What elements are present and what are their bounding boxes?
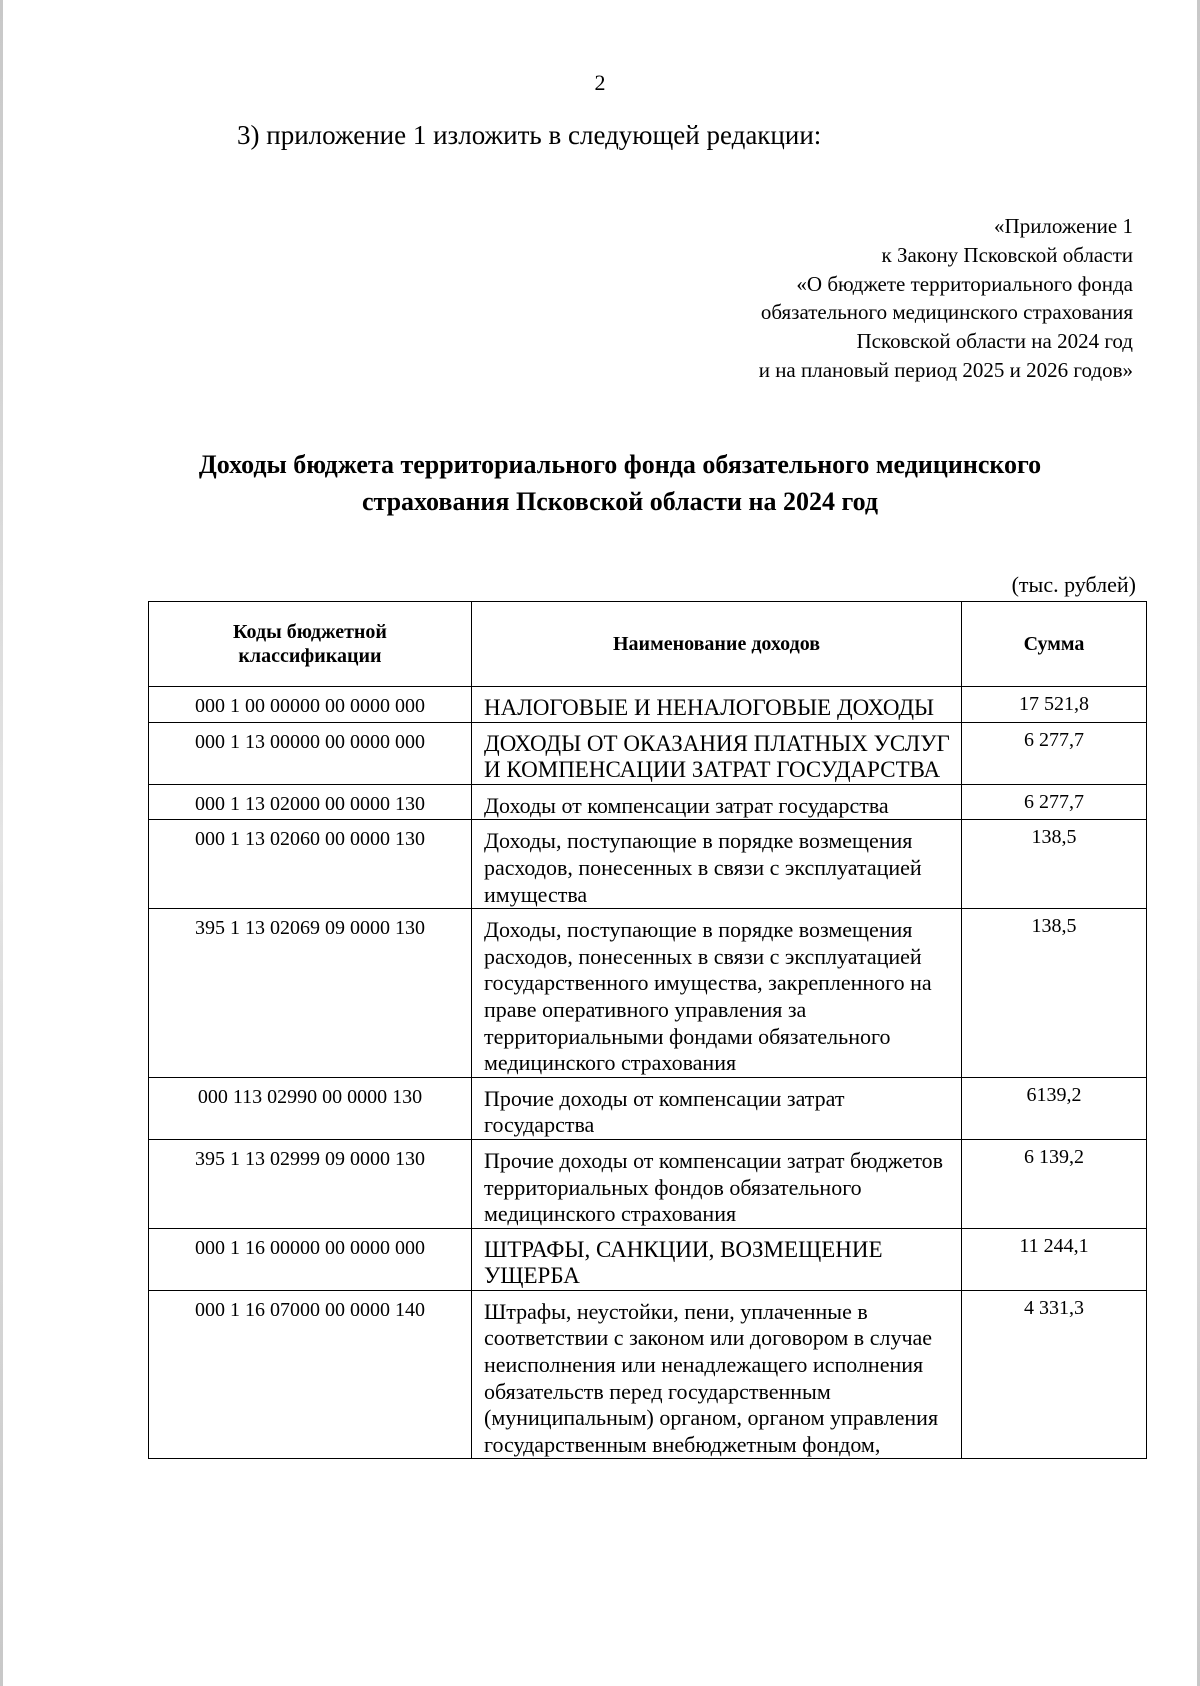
row-code: 000 1 00 00000 00 0000 000 <box>149 687 472 723</box>
row-sum: 6 277,7 <box>962 722 1147 784</box>
header-sum: Сумма <box>962 602 1147 687</box>
row-code: 000 1 16 07000 00 0000 140 <box>149 1290 472 1459</box>
row-name: Доходы от компенсации затрат государства <box>472 784 962 820</box>
row-name: Доходы, поступающие в порядке возмещения расходов, понесенных в связи с эксплуатацией имущества <box>472 820 962 909</box>
row-sum: 6139,2 <box>962 1077 1147 1139</box>
table-row <box>149 687 1147 723</box>
row-sum: 4 331,3 <box>962 1290 1147 1459</box>
row-sum: 11 244,1 <box>962 1228 1147 1290</box>
row-sum: 6 277,7 <box>962 784 1147 820</box>
row-name: НАЛОГОВЫЕ И НЕНАЛОГОВЫЕ ДОХОДЫ <box>472 687 962 723</box>
row-code: 000 1 16 00000 00 0000 000 <box>149 1228 472 1290</box>
units-label: (тыс. рублей) <box>1011 572 1136 597</box>
row-code: 000 113 02990 00 0000 130 <box>149 1077 472 1139</box>
table-row <box>149 1290 1147 1459</box>
table-row <box>149 1077 1147 1139</box>
appendix-ref-line: «О бюджете территориального фонда <box>796 271 1133 296</box>
table-row <box>149 722 1147 784</box>
table-header-row <box>149 602 1147 687</box>
header-name: Наименование доходов <box>472 602 962 687</box>
table-row <box>149 1228 1147 1290</box>
appendix-ref-line: «Приложение 1 <box>994 214 1133 238</box>
row-name: Прочие доходы от компенсации затрат бюджетов территориальных фондов обязательного медицинского страхования <box>472 1139 962 1228</box>
appendix-ref-line: к Закону Псковской области <box>881 242 1133 267</box>
row-sum: 138,5 <box>962 820 1147 909</box>
header-codes: Коды бюджетной классификации <box>149 602 472 687</box>
income-table <box>148 601 1147 1459</box>
row-name: Штрафы, неустойки, пени, уплаченные в соответствии с законом или договором в случае неисполнения или ненадлежащего исполнения обязательств перед государственным (муниципальным) органом, органом управления государственным внебюджетным фондом, <box>472 1290 962 1459</box>
row-name: Доходы, поступающие в порядке возмещения расходов, понесенных в связи с эксплуатацией государственного имущества, закрепленного на праве оперативного управления за территориальными фондами обязательного медицинского страхования <box>472 909 962 1078</box>
row-name: Прочие доходы от компенсации затрат государства <box>472 1077 962 1139</box>
table-row <box>149 1139 1147 1228</box>
row-code: 000 1 13 00000 00 0000 000 <box>149 722 472 784</box>
title-line: Доходы бюджета территориального фонда обязательного медицинского <box>198 450 1042 479</box>
intro-paragraph: 3) приложение 1 изложить в следующей редакции: <box>237 120 822 150</box>
row-sum: 138,5 <box>962 909 1147 1078</box>
page-number: 2 <box>594 70 606 95</box>
table-row <box>149 820 1147 909</box>
appendix-ref-line: обязательного медицинского страхования <box>760 300 1133 325</box>
row-code: 000 1 13 02060 00 0000 130 <box>149 820 472 909</box>
table-row <box>149 784 1147 820</box>
table-row <box>149 909 1147 1078</box>
title-line: страхования Псковской области на 2024 год <box>361 487 879 516</box>
row-name: ШТРАФЫ, САНКЦИИ, ВОЗМЕЩЕНИЕ УЩЕРБА <box>472 1228 962 1290</box>
appendix-ref-line: и на плановый период 2025 и 2026 годов» <box>758 357 1133 382</box>
row-sum: 6 139,2 <box>962 1139 1147 1228</box>
row-name: ДОХОДЫ ОТ ОКАЗАНИЯ ПЛАТНЫХ УСЛУГ И КОМПЕНСАЦИИ ЗАТРАТ ГОСУДАРСТВА <box>472 722 962 784</box>
row-code: 395 1 13 02069 09 0000 130 <box>149 909 472 1078</box>
appendix-reference <box>759 212 1133 385</box>
document-title <box>150 446 1090 520</box>
row-sum: 17 521,8 <box>962 687 1147 723</box>
row-code: 000 1 13 02000 00 0000 130 <box>149 784 472 820</box>
row-code: 395 1 13 02999 09 0000 130 <box>149 1139 472 1228</box>
appendix-ref-line: Псковской области на 2024 год <box>856 329 1133 354</box>
